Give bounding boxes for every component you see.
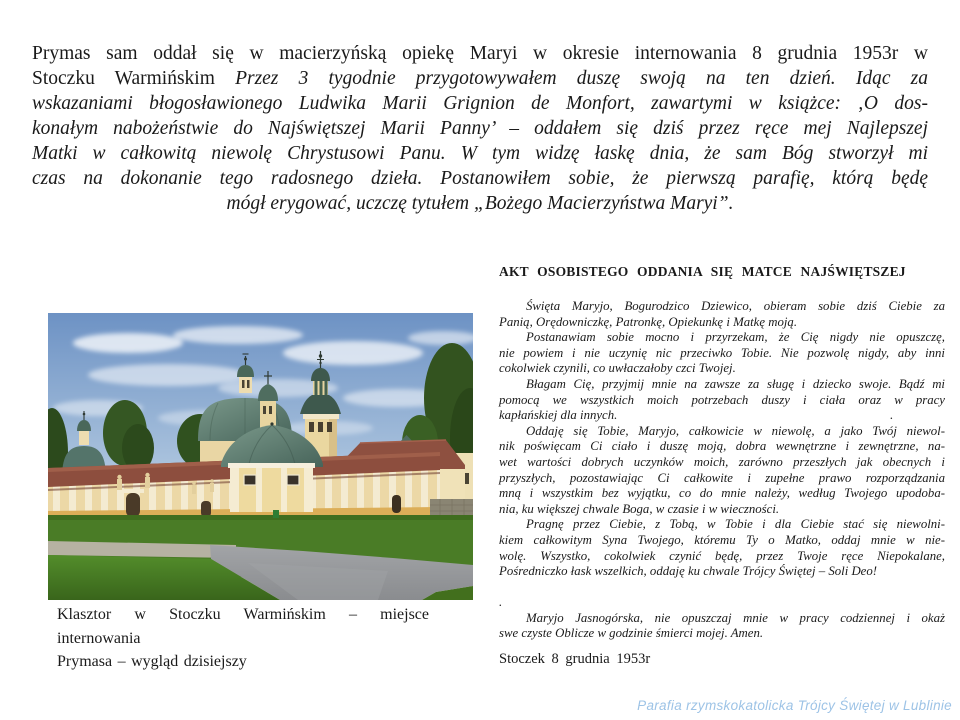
act-body <box>499 299 945 642</box>
act-line: Pragnę przez Ciebie, z Tobą, w Tobie i dla Ciebie stać się niewolni- <box>526 517 945 532</box>
act-line: . <box>499 595 503 610</box>
intro-line: konałym nabożeństwie do Najświętszej Marii Panny’ – oddałem się dziś przez ręce mej Najlepszej <box>32 118 928 139</box>
intro-line: czas na dokonanie tego radosnego dzieła. Postanowiłem sobie, że pierwszą parafię, którą będę <box>32 168 928 189</box>
act-line: Błagam Cię, przyjmij mnie na zawsze za sługę i dziecko swoje. Bądź mi <box>526 376 945 391</box>
photo-caption <box>57 603 429 674</box>
act-line: nia, ku większej chwale Boga, w czasie i w wieczności. <box>499 501 780 516</box>
act-line: kiem całkowitym Syna Twojego, któremu Ty o Matko, oddaj mnie w nie- <box>499 532 945 547</box>
lawn-and-road <box>48 510 473 600</box>
intro-line: wskazaniami błogosławionego Ludwika Marii Grignion de Monfort, zawartymi w książce: ‚O dos- <box>32 93 928 114</box>
caption-line: Prymasa – wygląd dzisiejszy <box>57 653 247 670</box>
intro-paragraph <box>32 41 928 216</box>
intro-line: mógł erygować, uczczę tytułem „Bożego Macierzyństwa Maryi”. <box>226 193 734 214</box>
act-date-place: Stoczek 8 grudnia 1953r <box>499 651 651 668</box>
footer-parish-name: Parafia rzymskokatolicka Trójcy Świętej w Lublinie <box>637 698 952 713</box>
intro-line: Prymas sam oddał się w macierzyńską opiekę Maryi w okresie internowania 8 grudnia 1953r w <box>32 43 928 64</box>
act-line <box>499 580 945 596</box>
act-line: pomocą we wszystkich moich potrzebach duszy i ciała oraz w pracy <box>499 392 945 407</box>
act-line: nie powiem i nie uczynię nic przeciwko Tobie. Nie pozwolę nigdy, aby inni <box>499 345 945 360</box>
act-line: swe czyste Oblicze w godzinie śmierci mojej. Amen. <box>499 626 764 641</box>
stone-wall <box>430 499 473 517</box>
intro-line: Matki w całkowitą niewolę Chrystusowi Panu. W tym widzę łaskę dnia, że sam Bóg stworzył mi <box>32 143 928 164</box>
monastery-photo <box>48 313 473 600</box>
act-line: Oddaję się Tobie, Maryjo, całkowicie w niewolę, a jako Twój niewol- <box>526 423 945 438</box>
act-title: AKT OSOBISTEGO ODDANIA SIĘ MATCE NAJŚWIĘTSZEJ <box>499 264 906 279</box>
act-line: przyszłych, pozostawiając Ci całkowite i zupełne prawo rozporządzania <box>499 470 945 485</box>
dedication-act <box>499 264 945 668</box>
act-line: Panią, Orędowniczkę, Patronkę, Opiekunkę i Matkę moją. <box>499 314 798 329</box>
act-line: . kapłańskiej dla innych. <box>499 408 893 423</box>
act-line: Maryjo Jasnogórska, nie opuszczaj mnie w pracy codziennej i okaż <box>526 610 945 625</box>
act-line: wet wartości dobrych uczynków moich, zarówno przeszłych jak obecnych i <box>499 454 945 469</box>
act-line: Pośredniczko łask wszelkich, oddaję ku chwale Trójcy Świętej – Soli Deo! <box>499 564 878 579</box>
intro-line: Stoczku Warmińskim Przez 3 tygodnie przygotowywałem duszę swoją na ten dzień. Idąc za <box>32 68 928 89</box>
stray-period: . <box>889 408 893 423</box>
monastery-photo-illustration <box>48 313 473 600</box>
act-line: Postanawiam sobie mocno i przyrzekam, że Cię nigdy nie opuszczę, <box>526 330 945 345</box>
act-line: Święta Maryjo, Bogurodzico Dziewico, obieram sobie dziś Ciebie za <box>526 299 945 313</box>
act-line: wolę. Wszystko, cokolwiek czynić będę, przez Twoje ręce Niepokalane, <box>499 548 945 563</box>
act-line: mną i wszystkim bez wyjątku, co do mnie należy, według Twojego upodoba- <box>499 486 945 501</box>
act-line: nik poświęcam Ci ciało i duszę moją, dobra wewnętrzne i zewnętrzne, na- <box>499 439 945 454</box>
caption-line: Klasztor w Stoczku Warmińskim – miejsce internowania <box>57 606 429 647</box>
act-line: cokolwiek czynili, co uwłaczałoby czci Twojej. <box>499 361 736 376</box>
